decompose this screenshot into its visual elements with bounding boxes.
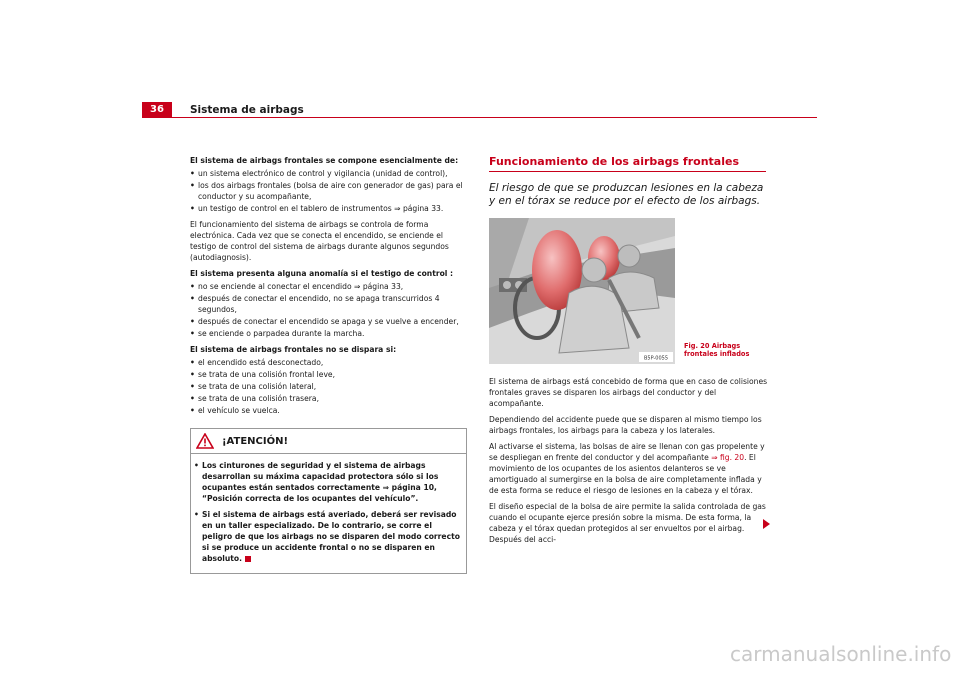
list-item: • se trata de una colisión frontal leve,	[190, 370, 336, 379]
intro-no-trigger: El sistema de airbags frontales no se dispara si:	[190, 345, 397, 354]
paragraph-activation: Al activarse el sistema, las bolsas de aire se llenan con gas propelente y se despliegan en frente del conductor y del acompañante ⇒ fig. 20. El movimiento de los ocupantes de los asientos delanteros se ve amortiguado al sumergirse en la bolsa de aire completamente inflada y de esta forma se reduce el riesgo de lesiones en la cabeza y el tórax.	[489, 442, 765, 495]
list-item: • después de conectar el encendido se apaga y se vuelve a encender,	[190, 317, 459, 326]
list-item: • un sistema electrónico de control y vigilancia (unidad de control),	[190, 169, 448, 178]
airbag-illustration-icon	[489, 218, 675, 364]
list-item: • no se enciende al conectar el encendido ⇒ página 33,	[190, 282, 404, 291]
intro-anomaly: El sistema presenta alguna anomalía si el testigo de control :	[190, 269, 454, 278]
list-item: • se trata de una colisión trasera,	[190, 394, 319, 403]
paragraph-special-design: El diseño especial de la bolsa de aire permite la salida controlada de gas cuando el ocupante ejerce presión sobre la misma. De esta forma, la cabeza y el tórax quedan protegidos al ser envueltos por el airbag. Después del acci-	[489, 502, 766, 544]
airbag-figure	[489, 218, 675, 364]
section-title: Funcionamiento de los airbags frontales	[489, 155, 766, 172]
header-rule	[172, 102, 817, 118]
next-page-arrow-icon	[763, 519, 770, 529]
warning-triangle-icon	[196, 433, 214, 449]
watermark: carmanualsonline.info	[730, 642, 952, 666]
warning-body	[191, 454, 466, 573]
warning-item: • Si el sistema de airbags está averiado, deberá ser revisado en un taller especializado. De lo contrario, se corre el peligro de que los airbags no se disparen del modo correcto si se produce un accidente frontal o no se disparen en absoluto.	[194, 510, 460, 563]
warning-box	[190, 428, 467, 574]
paragraph-design: El sistema de airbags está concebido de forma que en caso de colisiones frontales graves se disparen los airbags del conductor y del acompañante.	[489, 377, 768, 408]
paragraph-function: El funcionamiento del sistema de airbags se controla de forma electrónica. Cada vez que se conecta el encendido, se enciende el testigo de control del sistema de airbags durante algunos segundos (autodiagnosis).	[190, 220, 449, 262]
figure-code: B5P-0055	[643, 355, 669, 362]
lead-text: El riesgo de que se produzcan lesiones en la cabeza y en el tórax se reduce por el efecto de los airbags.	[489, 182, 764, 207]
anomaly-list	[190, 281, 467, 339]
list-item: • el vehículo se vuelca.	[190, 406, 280, 415]
warning-item: • Los cinturones de seguridad y el sistema de airbags desarrollan su máxima capacidad protectora sólo si los ocupantes están sentados correctamente ⇒ página 10, “Posición correcta de los ocupantes del vehículo”.	[194, 461, 439, 503]
page-number: 36	[142, 102, 172, 118]
no-trigger-list	[190, 357, 467, 416]
intro-components: El sistema de airbags frontales se compone esencialmente de:	[190, 156, 459, 165]
figure-link[interactable]: ⇒ fig. 20	[711, 453, 745, 462]
list-item: • después de conectar el encendido, no se apaga transcurridos 4 segundos,	[190, 294, 440, 314]
figure-caption: Fig. 20 Airbags frontales inflados	[684, 342, 750, 358]
warning-title: ¡ATENCIÓN!	[222, 435, 289, 447]
paragraph-multiple: Dependiendo del accidente puede que se disparen al mismo tiempo los airbags frontales, los airbags para la cabeza y los laterales.	[489, 415, 762, 435]
components-list	[190, 168, 467, 214]
list-item: • un testigo de control en el tablero de instrumentos ⇒ página 33.	[190, 204, 444, 213]
list-item: • el encendido está desconectado,	[190, 358, 324, 367]
list-item: • se trata de una colisión lateral,	[190, 382, 317, 391]
page-header-title: Sistema de airbags	[190, 104, 304, 116]
left-column	[190, 155, 467, 574]
end-mark-icon	[245, 556, 251, 562]
list-item: • se enciende o parpadea durante la marcha.	[190, 329, 365, 338]
list-item: • los dos airbags frontales (bolsa de aire con generador de gas) para el conductor y su acompañante,	[190, 181, 463, 201]
warning-header	[191, 429, 466, 454]
